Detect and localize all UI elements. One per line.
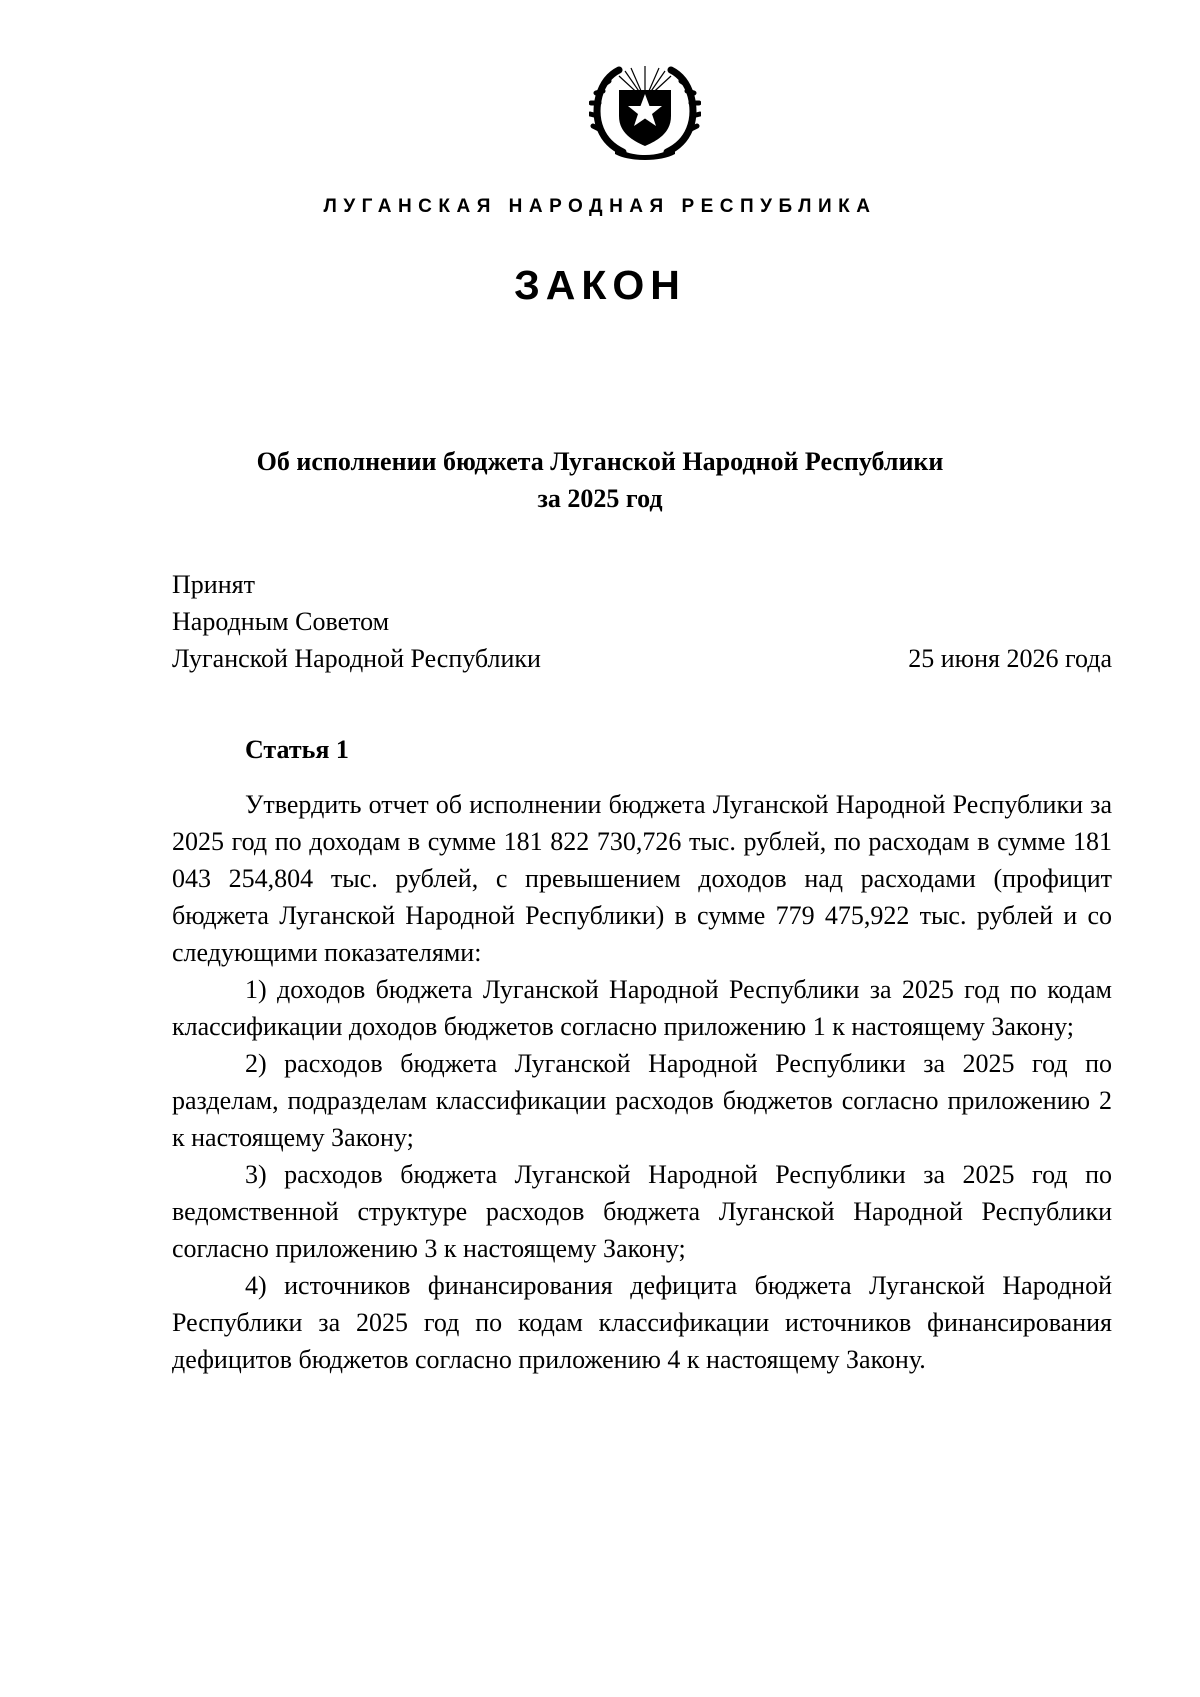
coat-of-arms-emblem [589, 60, 701, 162]
adoption-line-1: Принят [172, 570, 255, 599]
republic-name: ЛУГАНСКАЯ НАРОДНАЯ РЕСПУБЛИКА [323, 196, 877, 217]
article-item-3: 3) расходов бюджета Луганской Народной Республики за 2025 год по ведомственной структуре расходов бюджета Луганской Народной Республики согласно приложению 3 к настоящему Закону; [172, 1160, 1112, 1263]
article-item-4: 4) источников финансирования дефицита бюджета Луганской Народной Республики за 2025 год по кодам классификации источников финансирования дефицитов бюджетов согласно приложению 4 к настоящему Закону. [172, 1271, 1112, 1374]
document-type-heading: ЗАКОН [514, 262, 686, 308]
law-title-line-1: Об исполнении бюджета Луганской Народной Республики [256, 447, 944, 476]
article-item-1: 1) доходов бюджета Луганской Народной Республики за 2025 год по кодам классификации доходов бюджетов согласно приложению 1 к настоящему Закону; [172, 975, 1112, 1041]
law-title [150, 443, 1050, 517]
adoption-date: 25 июня 2026 года [908, 644, 1112, 673]
article-heading: Статья 1 [245, 735, 349, 764]
article-intro-paragraph: Утвердить отчет об исполнении бюджета Луганской Народной Республики за 2025 год по доходам в сумме 181 822 730,726 тыс. рублей, по расходам в сумме 181 043 254,804 тыс. рублей, с превышением доходов над расходами (профицит бюджета Луганской Народной Республики) в сумме 779 475,922 тыс. рублей и со следующими показателями: [172, 790, 1112, 967]
adoption-line-2: Народным Советом [172, 607, 390, 636]
article-item-2: 2) расходов бюджета Луганской Народной Республики за 2025 год по разделам, подразделам классификации расходов бюджетов согласно приложению 2 к настоящему Закону; [172, 1049, 1112, 1152]
adoption-line-3: Луганской Народной Республики [172, 644, 541, 673]
adoption-block [172, 566, 541, 677]
law-title-line-2: за 2025 год [537, 484, 663, 513]
article-body [172, 786, 1112, 1378]
